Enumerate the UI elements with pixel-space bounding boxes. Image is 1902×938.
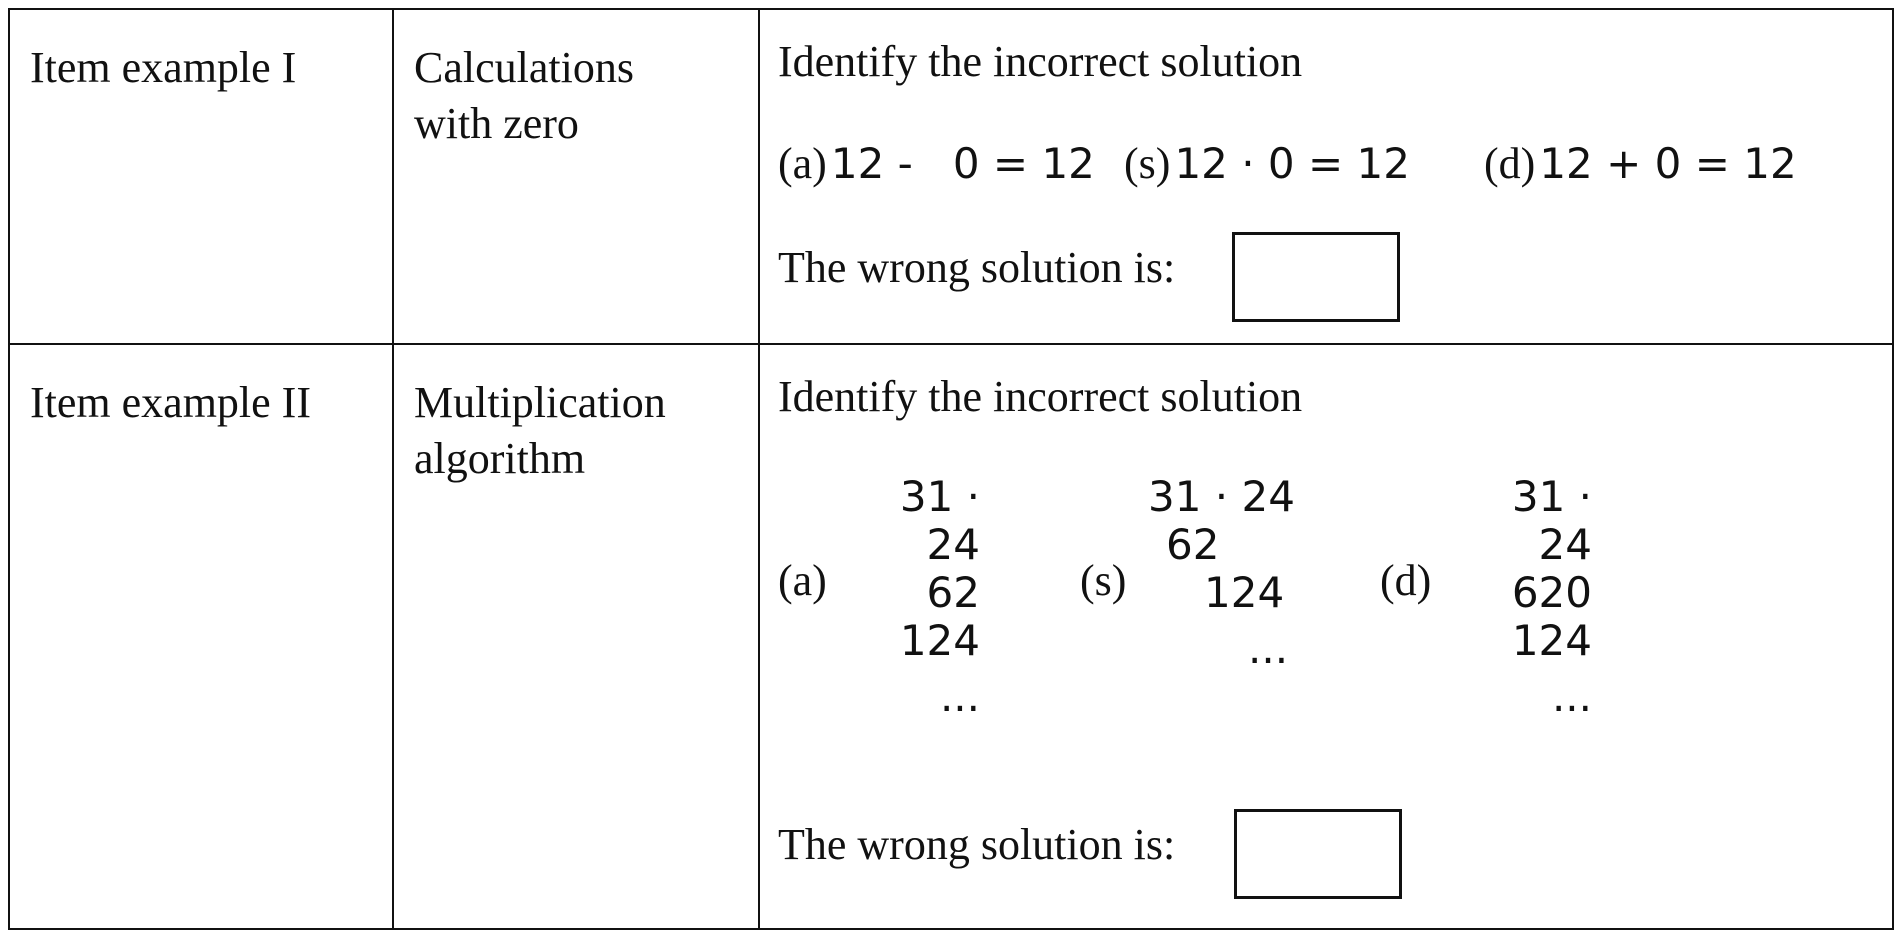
answer-prompt: The wrong solution is: — [778, 243, 1176, 292]
option-label: (a) — [778, 139, 827, 188]
task-prompt: Identify the incorrect solution — [778, 371, 1303, 421]
multiplication-option-d — [1452, 473, 1592, 721]
partial-product: 124 — [1511, 615, 1592, 665]
topic — [414, 375, 666, 487]
option-label: (a) — [778, 555, 827, 605]
partial-product: 620 — [1511, 567, 1592, 617]
multiplication-factors: 31 · 24 — [1148, 471, 1295, 521]
item-name: Item example I — [30, 43, 297, 92]
option-d — [1484, 138, 1797, 189]
option-expression: 12 - 0 = 12 — [830, 139, 1095, 188]
multiplication-option-a — [850, 473, 980, 721]
task-prompt: Identify the incorrect solution — [778, 37, 1303, 86]
table-row — [9, 9, 1893, 344]
partial-product: 62 — [926, 567, 980, 617]
topic-line: algorithm — [414, 433, 586, 483]
task-cell — [759, 344, 1893, 929]
ellipsis: ... — [1248, 623, 1289, 673]
option-label: (d) — [1380, 555, 1432, 605]
option-label: (d) — [1484, 139, 1536, 188]
topic-cell — [393, 344, 759, 929]
item-name-cell — [9, 344, 393, 929]
option-a — [778, 138, 1095, 189]
answer-box[interactable] — [1232, 232, 1400, 322]
topic-line: Multiplication — [414, 377, 666, 427]
item-name: Item example II — [30, 377, 311, 427]
option-s — [1124, 138, 1410, 189]
answer-prompt: The wrong solution is: — [778, 819, 1176, 869]
item-examples-table — [8, 8, 1894, 930]
ellipsis: ... — [1551, 671, 1592, 721]
multiplication-option-s — [1148, 473, 1295, 673]
task-cell — [759, 9, 1893, 344]
option-label: (s) — [1080, 555, 1127, 605]
topic-line: Calculations — [414, 43, 634, 92]
item-name-cell — [9, 9, 393, 344]
partial-product: 124 — [1204, 567, 1285, 617]
option-expression: 12 · 0 = 12 — [1174, 139, 1410, 188]
multiplication-factors: 31 · 24 — [1511, 471, 1592, 569]
table-row — [9, 344, 1893, 929]
topic — [414, 40, 634, 152]
ellipsis: ... — [939, 671, 980, 721]
topic-line: with zero — [414, 99, 579, 148]
partial-product: 62 — [1166, 519, 1220, 569]
answer-box[interactable] — [1234, 809, 1402, 899]
option-expression: 12 + 0 = 12 — [1539, 139, 1797, 188]
option-label: (s) — [1124, 139, 1171, 188]
multiplication-factors: 31 · 24 — [899, 471, 980, 569]
partial-product: 124 — [899, 615, 980, 665]
topic-cell — [393, 9, 759, 344]
